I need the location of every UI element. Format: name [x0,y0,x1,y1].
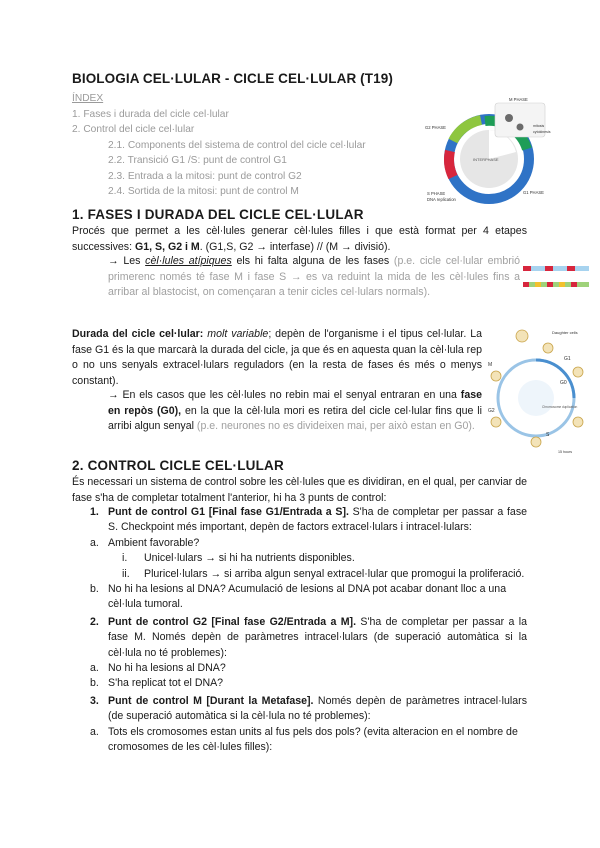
atypical-cells-note: → Les cèl·lules atípiques els hi falta alguna de les fases (p.e. cicle cel·lular embrió primerenc només té fase M i fase S → es va reduint la mida de les cèl·lules fins a arribar al blastocist, on començaran a tenir cicles cel·lulars normals). [108,255,520,299]
cell-icon [491,371,501,381]
cycle-strips-figure [523,262,589,298]
strip-segment [547,282,553,287]
checkpoint-list [72,505,527,756]
cell-icon [531,437,541,447]
strip-segment [523,282,529,287]
checkpoint-subitem: a. Tots els cromosomes estan units al fus pels dos pols? (evita alteracion en el nombre de cromosomes de les cèl·lules filles): [90,725,518,754]
strip-segment [535,282,541,287]
strip-row [523,266,589,271]
strip-segment [559,282,565,287]
strip-segment [567,266,575,271]
index-item[interactable]: 2.2. Transició G1 /S: punt de control G1 [108,155,287,166]
g0-label: G0 [560,380,567,386]
clock-core [518,380,554,416]
cell-icon [573,417,583,427]
g2-label: G2 [488,408,495,414]
checkpoint-subitem: b. S'ha replicat tot el DNA? [90,677,224,690]
strip-segment [523,266,531,271]
phases-bold: G1, S, G2 i M [135,240,200,253]
g2-phase-label: G2 PHASE [425,125,446,130]
strip-segment [571,282,577,287]
cell-icon [491,417,501,427]
dna-replication-label: DNA replication [427,197,456,202]
chromosome-note: Chromosome duplication [542,405,578,409]
cell-icon [543,343,553,353]
m-label: M [488,362,493,368]
cycle-duration-paragraph: Durada del cicle cel·lular: molt variable; depèn de l'organisme i el tipus cel·lular. La fase G1 és la que marcarà la durada del cicle, ja que és en aquesta quan la cèl·lula rep o no uns senyals extracel·lulars reguladors (en la resta de fases és més o menys constant). [72,328,482,387]
checkpoint-subsubitem: ii. Pluricel·lulars → si arriba algun senyal extracel·lular que promogui la proliferació. [122,567,525,580]
index-item[interactable]: 2.1. Components del sistema de control del cicle cel·lular [108,139,366,151]
m-arc [449,151,453,177]
cell-cycle-clock-figure [486,326,588,456]
index-label: ÍNDEX [72,93,104,104]
m-phase-label: M PHASE [509,97,528,102]
table-of-contents [72,91,412,200]
checkpoint-subitem: a. Ambient favorable? [90,536,200,549]
checkpoint-item-g1: 1. Punt de control G1 [Final fase G1/Entrada a S]. S'ha de completar per passar a fase S. Checkpoint més important, depèn de factors extracel·lulars i intracel·lulars: [90,506,528,534]
section-2-title: 2. CONTROL CICLE CEL·LULAR [72,458,284,473]
interphase-label: INTERPHASE [473,157,499,162]
section-2-intro: És necessari un sistema de control sobre les cèl·lules que es dividiran, en el qual, per canviar de fase s'ha de completar totalment l'anterior, hi ha 3 punts de control: [72,476,527,504]
checkpoint-subitem: b. No hi ha lesions al DNA? Acumulació de lesions al DNA pot acabar donant lloc a una cèl·lula tumoral. [90,583,507,611]
mitosis-label: mitosis [533,124,545,128]
s-phase-label: S PHASE [427,191,446,196]
cell-icon [517,124,524,131]
g1-label: G1 [564,356,571,362]
strip-segment [545,266,553,271]
checkpoint-item-m: 3. Punt de control M [Durant la Metafase]. Només depèn de paràmetres intracel·lulars (de superació automàtica si la cèl·lula no té problemes): [90,694,528,723]
section-1-intro: Procés que permet a les cèl·lules generar cèl·lules filles i que està format per 4 etapes successives: G1, S, G2 i M. (G1,S, G2 → interfase) // (M → divisió). [72,225,527,253]
hours-label: 15 hours [558,450,572,454]
checkpoint-subsubitem: i. Unicel·lulars → si hi ha nutrients disponibles. [122,552,355,565]
g1-phase-label: G1 PHASE [523,190,544,195]
index-item[interactable]: 2.4. Sortida de la mitosi: punt de control M [108,186,299,197]
atypical-cells-link[interactable]: cèl·lules atípiques [145,255,232,267]
checkpoint-subitem: a. No hi ha lesions al DNA? [90,662,226,675]
cytokinesis-label: cytokinesis [533,130,551,134]
index-item[interactable]: 2. Control del cicle cel·lular [72,124,195,135]
section-1-title: 1. FASES I DURADA DEL CICLE CEL·LULAR [72,207,364,222]
cell-icon [573,367,583,377]
strip-row [523,282,589,287]
cell-cycle-diagram [423,97,561,207]
index-item[interactable]: 1. Fases i durada del cicle cel·lular [72,108,229,120]
s-label: S [546,432,550,438]
checkpoint-item-g2: 2. Punt de control G2 [Final fase G2/Entrada a M]. S'ha de completar per passar a la fase M. Només depèn de paràmetres intracel·lulars (de superació automàtica si la cèl·lula no té problemes): [90,615,527,659]
resting-phase-paragraph: → En els casos que les cèl·lules no rebin mai el senyal entraran en una fase en repòs (G0), en la que la cèl·lula mori es retira del cicle cel·lular fins que li arribi algun senyal (p.e. neurones no es divideixen mai, per això estan en G0). [108,389,482,433]
document-title: BIOLOGIA CEL·LULAR - CICLE CEL·LULAR (T19) [72,71,393,86]
cell-icon [516,330,528,342]
index-item[interactable]: 2.3. Entrada a la mitosi: punt de control G2 [108,170,302,182]
cell-icon [505,114,513,122]
daughter-cells-label: Daughter cells [552,330,578,335]
